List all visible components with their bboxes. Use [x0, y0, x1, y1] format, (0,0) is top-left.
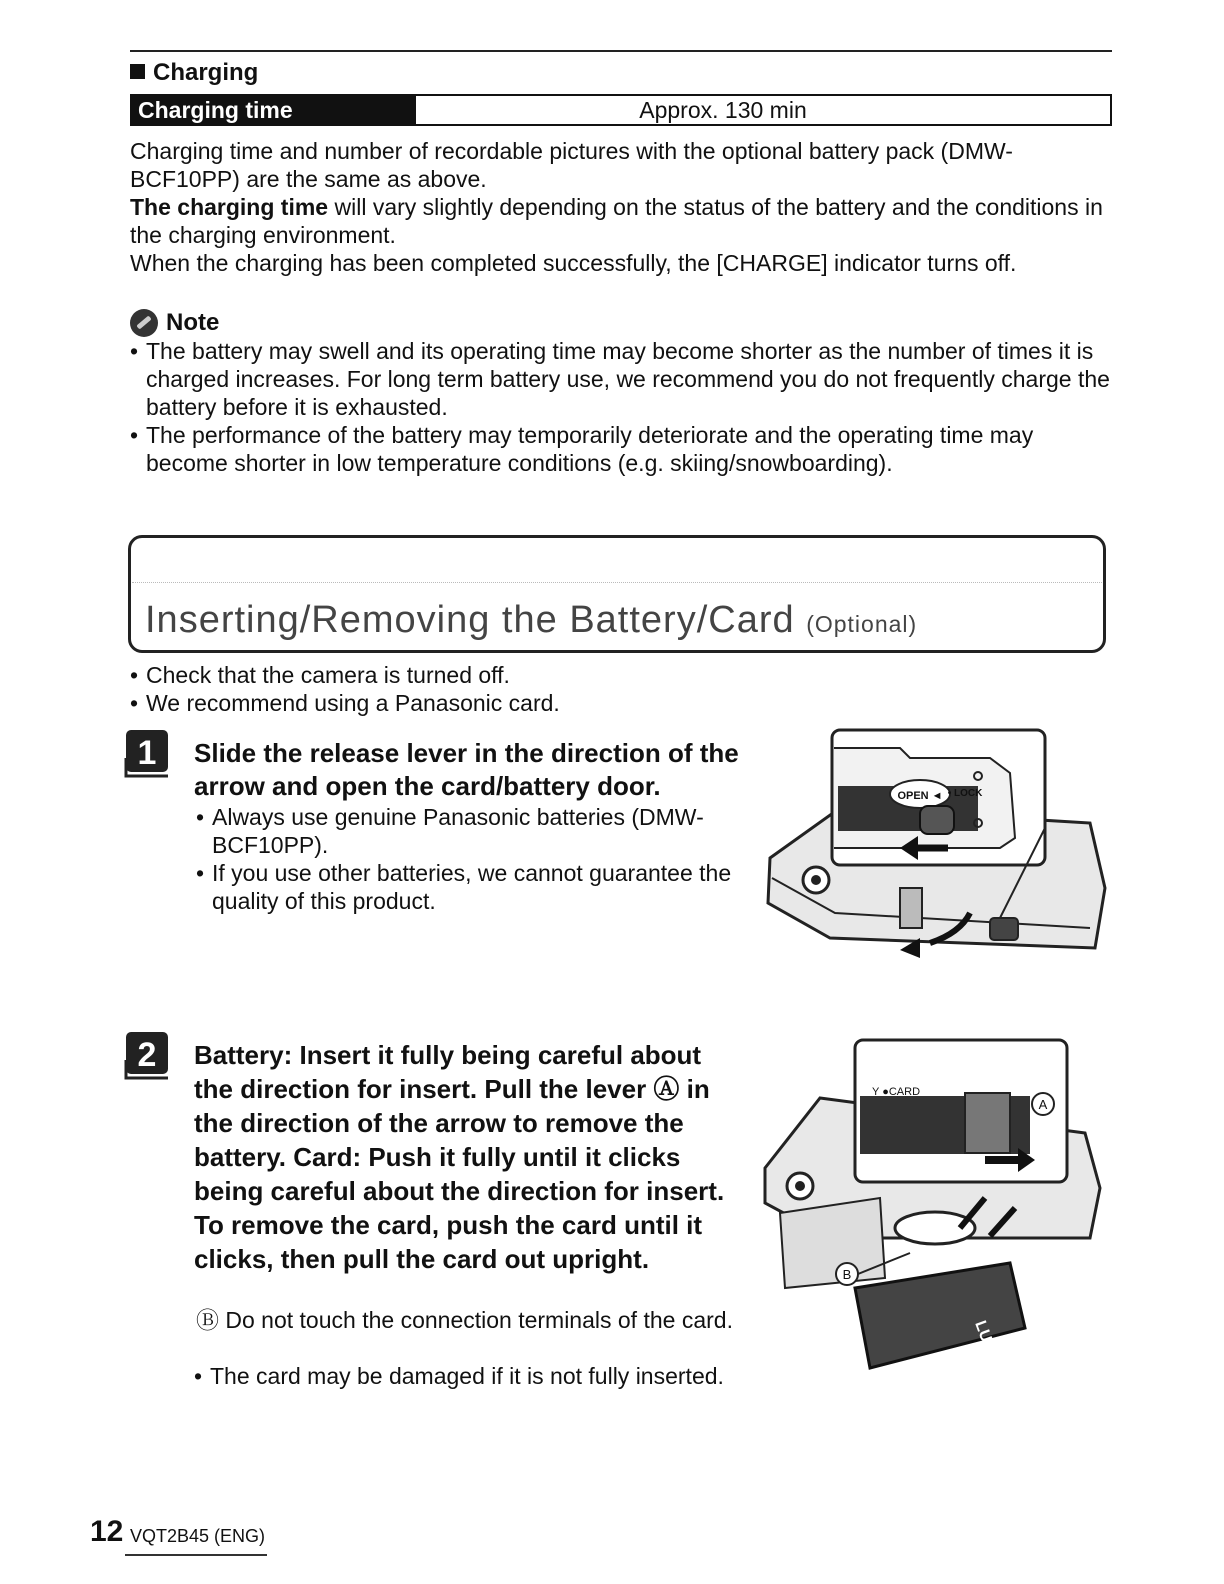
battery-card-illustration [760, 1038, 1110, 1378]
svg-text:• LOCK: • LOCK [947, 788, 983, 799]
step-2-bullets [194, 1362, 734, 1390]
note-item: • The battery may swell and its operating time may become shorter as the number of times it is charged increases. For long term battery use, we recommend you do not frequently charge the battery before it is exhausted. [130, 337, 1120, 421]
svg-text:LUMIX: LUMIX [971, 1318, 1005, 1372]
step-1-bullets [196, 803, 756, 915]
section-bullet: • We recommend using a Panasonic card. [130, 689, 1120, 717]
charging-time-value: Approx. 130 min [639, 97, 807, 123]
section-title: Inserting/Removing the Battery/Card (Optional) [145, 599, 918, 641]
step-1-heading: Slide the release lever in the direction of the arrow and open the card/battery door. [194, 738, 739, 801]
charging-para-1: Charging time and number of recordable pictures with the optional battery pack (DMW-BCF10PP) are the same as above. [130, 138, 1013, 192]
square-bullet-icon [130, 64, 145, 79]
footer-rule [125, 1554, 267, 1556]
page-number: 12 [90, 1515, 124, 1548]
step-1-bullet: • If you use other batteries, we cannot guarantee the quality of this product. [196, 859, 756, 915]
note-list [130, 337, 1120, 477]
step-2-icon [124, 1030, 170, 1082]
note-item: • The performance of the battery may temporarily deteriorate and the operating time may become shorter in low temperature conditions (e.g. skiing/snowboarding). [130, 421, 1120, 477]
charging-time-label: Charging time [132, 96, 416, 124]
note-icon [130, 309, 158, 337]
svg-text:2: 2 [137, 1036, 157, 1074]
document-code: VQT2B45 (ENG) [130, 1526, 266, 1546]
charging-heading: Charging [130, 58, 258, 88]
step-1-bullet: • Always use genuine Panasonic batteries (DMW-BCF10PP). [196, 803, 756, 859]
svg-text:A: A [1038, 1097, 1048, 1112]
section-bullets [130, 661, 1120, 717]
charging-para-2: The charging time will vary slightly depending on the status of the battery and the conditions in the charging environment. [130, 194, 1103, 248]
section-bullet: • Check that the camera is turned off. [130, 661, 1120, 689]
note-heading: Note [130, 308, 219, 338]
svg-text:B: B [842, 1267, 852, 1282]
charging-time-table [130, 94, 1112, 126]
svg-text:1: 1 [137, 734, 157, 772]
step-2-bullet: • The card may be damaged if it is not fully inserted. [194, 1362, 734, 1390]
svg-text:Y ●CARD: Y ●CARD [872, 1086, 921, 1098]
banner-guide-line [132, 582, 1102, 583]
step-2-heading: Battery: Insert it fully being careful about the direction for insert. Pull the lever Ⓐ in the direction of the arrow to remove the battery. Card: Push it fully until it clicks being careful about the direction for insert. To remove the card, push the card until it clicks, then pull the card out upright. [194, 1040, 725, 1274]
step-2-note-b: Ⓑ Do not touch the connection terminals of the card. [196, 1307, 733, 1333]
camera-door-illustration [760, 728, 1110, 968]
svg-text:OPEN ◄: OPEN ◄ [897, 790, 943, 802]
charging-para-3: When the charging has been completed successfully, the [CHARGE] indicator turns off. [130, 250, 1017, 276]
step-1-icon [124, 728, 170, 780]
top-rule [130, 50, 1112, 52]
